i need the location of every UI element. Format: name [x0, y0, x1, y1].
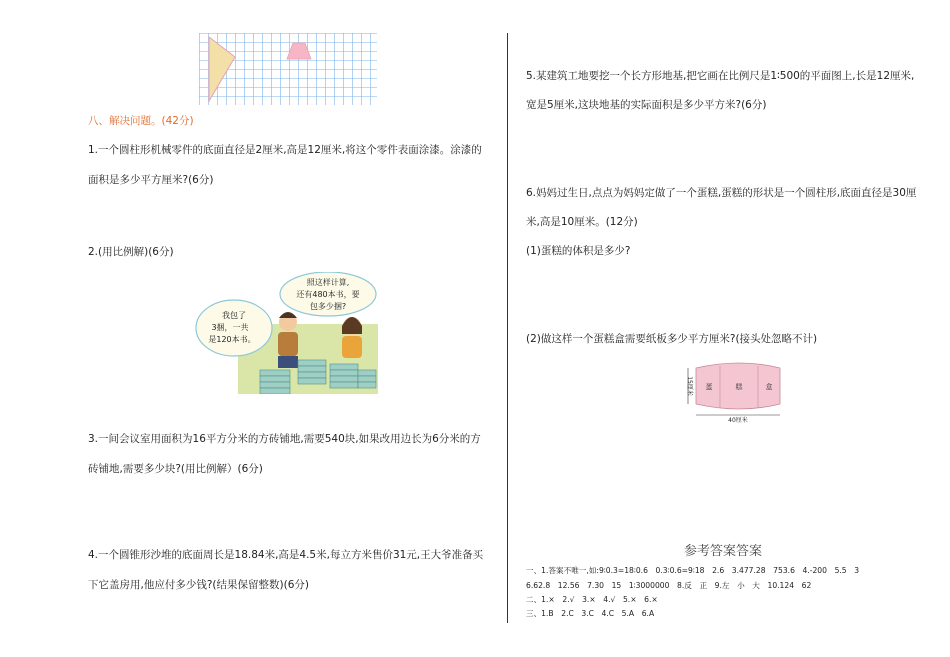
bubble-left-line-1: 我包了: [222, 311, 246, 320]
bubble-left-line-2: 3捆，一共: [211, 323, 249, 332]
question-3-line-2: 砖铺地,需要多少块?(用比例解）(6分): [88, 463, 263, 475]
answer-line-3: 二、1.× 2.√ 3.× 4.√ 5.× 6.×: [526, 595, 658, 604]
box-char-3: 盒: [765, 383, 773, 391]
boy-figure: [278, 312, 298, 368]
question-6-line-2: 米,高是10厘米。(12分): [526, 216, 638, 228]
bubble-right-line-2: 还有480本书，要: [296, 290, 360, 299]
cake-box-figure: [680, 360, 784, 424]
question-1-line-1: 1.一个圆柱形机械零件的底面直径是2厘米,高是12厘米,将这个零件表面涂漆。涂漆的: [88, 144, 482, 156]
answers-title: 参考答案答案: [684, 544, 763, 559]
answer-line-1: 一、1.答案不唯一,如:9∶0.3=18∶0.6 0.3∶0.6=9∶18 2.6 3.477.28 753.6 4.-200 5.5 3: [526, 566, 860, 575]
girl-figure: [342, 317, 362, 358]
box-height-label: 15厘米: [686, 376, 693, 396]
box-width-label: 40厘米: [728, 417, 748, 424]
grid-figure: [199, 33, 377, 105]
box-char-2: 糕: [735, 383, 743, 391]
question-5-line-1: 5.某建筑工地要挖一个长方形地基,把它画在比例尺是1∶500的平面图上,长是12厘米,: [526, 70, 915, 82]
question-4-line-2: 下它盖房用,他应付多少钱?(结果保留整数)(6分): [88, 579, 309, 591]
triangle-shape: [209, 37, 235, 101]
question-1-line-2: 面积是多少平方厘米?(6分): [88, 174, 214, 186]
answer-line-2: 6.62.8 12.56 7.30 15 1∶3000000 8.反 正 9.左 小 大 10.124 62: [526, 581, 812, 590]
illustration-svg: [194, 272, 378, 394]
section-heading: 八、解决问题。(42分): [88, 115, 194, 127]
column-divider: [507, 33, 508, 623]
question-3-line-1: 3.一间会议室用面积为16平方分米的方砖铺地,需要540块,如果改用边长为6分米的方: [88, 433, 481, 445]
books-illustration: [194, 272, 378, 394]
question-6-sub-2: (2)做这样一个蛋糕盒需要纸板多少平方厘米?(接头处忽略不计): [526, 333, 818, 345]
question-6-line-1: 6.妈妈过生日,点点为妈妈定做了一个蛋糕,蛋糕的形状是一个圆柱形,底面直径是30厘: [526, 187, 917, 199]
answer-line-4: 三、1.B 2.C 3.C 4.C 5.A 6.A: [526, 609, 655, 618]
cake-box-svg: [680, 360, 784, 424]
question-4-line-1: 4.一个圆锥形沙堆的底面周长是18.84米,高是4.5米,每立方米售价31元,王大爷准备买: [88, 549, 484, 561]
bubble-right-line-1: 照这样计算,: [306, 278, 350, 287]
question-2: 2.(用比例解)(6分): [88, 246, 174, 258]
bubble-left-line-3: 是120本书。: [208, 335, 256, 344]
grid-shapes-svg: [199, 33, 377, 105]
question-5-line-2: 宽是5厘米,这块地基的实际面积是多少平方米?(6分): [526, 99, 767, 111]
question-6-sub-1: (1)蛋糕的体积是多少?: [526, 245, 631, 257]
bubble-right-line-3: 包多少捆?: [309, 302, 347, 311]
box-char-1: 蛋: [705, 383, 713, 391]
